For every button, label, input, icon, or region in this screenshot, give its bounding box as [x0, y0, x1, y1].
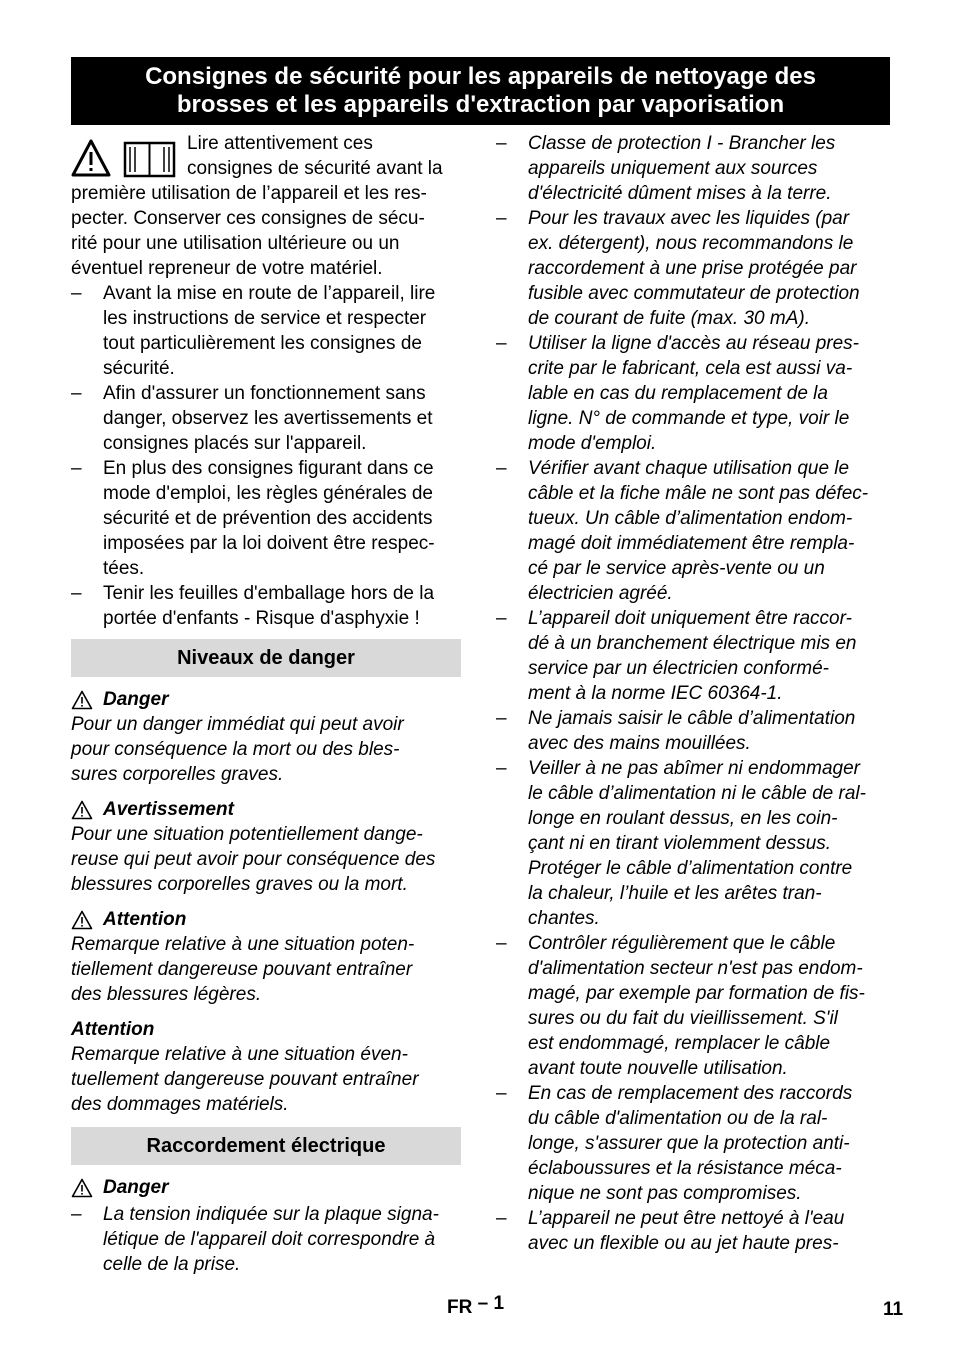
title-line-1: Consignes de sécurité pour les appareils de nettoyage des: [145, 63, 816, 90]
hazard-danger-electrical: [71, 1175, 461, 1200]
warning-triangle-icon: [71, 1178, 93, 1198]
bullet-dash: –: [71, 283, 82, 304]
bullet-dash: –: [496, 208, 507, 229]
list-item-text: Afin d'assurer un fonctionnement sans danger, observez les avertissements et consignes placés sur l'appareil.: [103, 383, 433, 454]
electrical-list-left: [71, 1202, 461, 1277]
list-item-text: En plus des consignes figurant dans ce mode d'emploi, les règles générales de sécurité et de prévention des accidents imposées par la loi doivent être respec- tées.: [103, 458, 435, 579]
warning-triangle-icon: [73, 141, 109, 175]
list-item-text: L’appareil ne peut être nettoyé à l'eau avec un flexible ou au jet haute pres-: [528, 1208, 845, 1254]
list-item: [496, 1081, 890, 1206]
hazard-description: Remarque relative à une situation poten- tiellement dangereuse pouvant entraîner des blessures légères.: [71, 934, 415, 1005]
footer-section-label: [447, 1293, 505, 1319]
hazard-title-attention-material: Attention: [71, 1019, 155, 1040]
right-column: [496, 131, 890, 1256]
list-item-text: L’appareil doit uniquement être raccor- dé à un branchement électrique mis en service par un électricien conformé- ment à la norme IEC 60364-1.: [528, 608, 857, 704]
intro-line: rité pour une utilisation ultérieure ou un: [71, 233, 400, 254]
list-item: [71, 581, 461, 631]
bullet-dash: –: [71, 1204, 82, 1225]
list-item: [496, 606, 890, 706]
hazard-description: Pour une situation potentiellement dange- reuse qui peut avoir pour conséquence des blessures corporelles graves ou la mort.: [71, 824, 436, 895]
list-item-text: Ne jamais saisir le câble d’alimentation avec des mains mouillées.: [528, 708, 856, 754]
bullet-dash: –: [496, 1208, 507, 1229]
list-item: [71, 281, 461, 381]
list-item: [496, 706, 890, 756]
list-item-text: Contrôler régulièrement que le câble d'alimentation secteur n'est pas endom- magé, par exemple par formation de fis- sures ou du fait du vieillissement. S'il est endommagé, remplacer le câble avant toute nouvelle utilisation.: [528, 933, 865, 1079]
list-item-text: Tenir les feuilles d'emballage hors de la portée d'enfants - Risque d'asphyxie !: [103, 583, 435, 629]
hazard-title: Danger: [103, 688, 169, 710]
hazard-description: Remarque relative à une situation éven- tuellement dangereuse pouvant entraîner des dommages matériels.: [71, 1044, 419, 1115]
list-item: [496, 131, 890, 206]
bullet-dash: –: [496, 608, 507, 629]
warning-triangle-icon: [71, 690, 93, 710]
hazard-title: Avertissement: [103, 798, 234, 820]
page-title: [71, 57, 890, 125]
intro-line: éventuel repreneur de votre matériel.: [71, 258, 383, 279]
warning-triangle-icon: [71, 800, 93, 820]
bullet-dash: –: [496, 458, 507, 479]
list-item: [496, 756, 890, 931]
list-item-text: Vérifier avant chaque utilisation que le câble et la fiche mâle ne sont pas défec- tueux. Un câble d’alimentation endom- magé doit immédiatement être rempla- cé par le service après-vente ou un électricien agréé.: [528, 458, 869, 604]
list-item-text: Utiliser la ligne d'accès au réseau pres- crite par le fabricant, cela est aussi va- lable en cas du remplacement de la ligne. N° de commande et type, voir le mode d'emploi.: [528, 333, 860, 454]
list-item-text: Pour les travaux avec les liquides (par ex. détergent), nous recommandons le raccordement à une prise protégée par fusible avec commutateur de protection de courant de fuite (max. 30 mA).: [528, 208, 860, 329]
hazard-title: Attention: [103, 908, 187, 930]
list-item-text: Classe de protection I - Brancher les appareils uniquement aux sources d'électricité dûment mises à la terre.: [528, 133, 836, 204]
list-item-text: La tension indiquée sur la plaque signa- létique de l'appareil doit correspondre à celle de la prise.: [103, 1204, 439, 1275]
hazard-avertissement: [71, 797, 461, 822]
bullet-dash: –: [71, 383, 82, 404]
list-item: [496, 456, 890, 606]
intro-line: Lire attentivement ces: [187, 133, 373, 154]
hazard-title: Danger: [103, 1176, 169, 1198]
bullet-dash: –: [71, 583, 82, 604]
list-item-text: En cas de remplacement des raccords du câble d'alimentation ou de la ral- longe, s'assurer que la protection anti- éclaboussures et la résistance méca- nique ne sont pas compromises.: [528, 1083, 853, 1204]
left-column: [71, 131, 461, 1277]
list-item: [71, 456, 461, 581]
list-item-text: Veiller à ne pas abîmer ni endommager le câble d’alimentation ni le câble de ral- longe en roulant dessus, en les coin- çant ni en tirant violemment dessus. Protéger le câble d’alimentation contre la chaleur, l’huile et les arêtes tran- chantes.: [528, 758, 866, 929]
bullet-dash: –: [496, 708, 507, 729]
intro-line: première utilisation de l’appareil et les res-: [71, 183, 427, 204]
title-line-2: brosses et les appareils d'extraction par vaporisation: [176, 91, 785, 118]
section-heading-raccordement: Raccordement électrique: [71, 1127, 461, 1165]
list-item: [71, 381, 461, 456]
footer-section-number: – 1: [477, 1293, 505, 1314]
warning-triangle-icon: [71, 910, 93, 930]
list-item: [496, 931, 890, 1081]
warning-manual-icons: [71, 139, 183, 179]
bullet-dash: –: [496, 133, 507, 154]
electrical-list-right: [496, 131, 890, 1256]
hazard-description: Pour un danger immédiat qui peut avoir pour conséquence la mort ou des bles- sures corporelles graves.: [71, 714, 404, 785]
hazard-danger: [71, 687, 461, 712]
page-number: 11: [883, 1299, 904, 1320]
intro-line: pecter. Conserver ces consignes de sécu-: [71, 208, 425, 229]
intro-paragraph: [71, 131, 461, 281]
bullet-dash: –: [496, 1083, 507, 1104]
footer-language: FR: [447, 1297, 473, 1318]
list-item: [496, 331, 890, 456]
section-heading-niveaux: Niveaux de danger: [71, 639, 461, 677]
list-item-text: Avant la mise en route de l’appareil, lire les instructions de service et respecter tout particulièrement les consignes de sécurité.: [103, 283, 436, 379]
bullet-dash: –: [496, 758, 507, 779]
list-item: [496, 206, 890, 331]
hazard-attention: [71, 907, 461, 932]
manual-book-icon: [125, 143, 174, 176]
intro-line: consignes de sécurité avant la: [187, 158, 443, 179]
bullet-dash: –: [496, 333, 507, 354]
general-safety-list: [71, 281, 461, 631]
bullet-dash: –: [71, 458, 82, 479]
list-item: [496, 1206, 890, 1256]
bullet-dash: –: [496, 933, 507, 954]
list-item: [71, 1202, 461, 1277]
